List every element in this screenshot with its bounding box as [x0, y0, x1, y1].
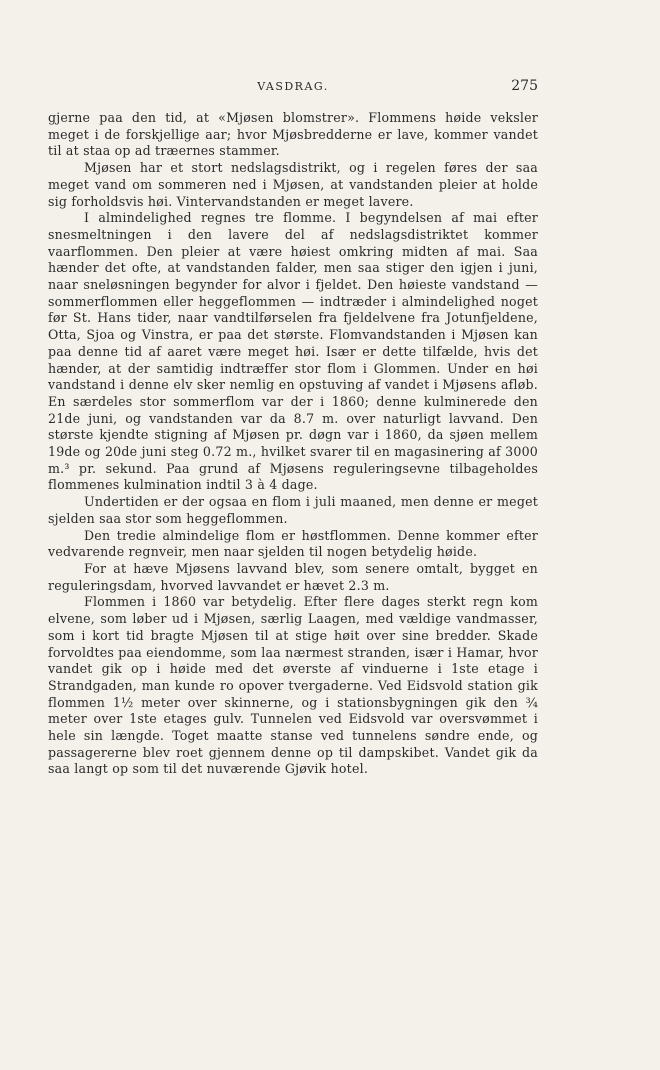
paragraph-july-flood: Undertiden er der ogsaa en flom i juli maaned, men denne er meget sjelden saa stor som heggeflommen.: [48, 494, 538, 526]
paragraph-regulation-dam: For at hæve Mjøsens lavvand blev, som senere omtalt, bygget en reguleringsdam, hvorved lavvandet er hævet 2.3 m.: [48, 560, 538, 593]
body-text: [48, 110, 538, 778]
paragraph-three-floods: I almindelighed regnes tre flomme. I begyndelsen af mai efter snesmeltningen i den lavere del af nedslagsdistriktet kommer vaarflommen. Den pleier at være høiest omkring midten af mai. Saa hænder det ofte, at vandstanden falder, men saa stiger den igjen i juni, naar sneløsningen begynder for alvor i fjeldet. Den høieste vandstand — sommerflommen eller heggeflommen — indtræder i almindelighed noget før St. Hans tider, naar vandtilførselen fra fjeldelvene fra Jotunfjeldene, Otta, Sjoa og Vinstra, er paa det største. Flomvandstanden i Mjøsen kan paa denne tid af aaret være meget høi. Især er dette tilfælde, hvis det hænder, at der samtidig indtræffer stor flom i Glommen. Under en høi vandstand i denne elv sker nemlig en opstuving af vandet i Mjøsens afløb. En særdeles stor sommerflom var der i 1860; denne kulminerede den 21de juni, og vandstanden var da 8.7 m. over naturligt lavvand. Den største kjendte stigning af Mjøsen pr. døgn var i 1860, da sjøen mellem 19de og 20de juni steg 0.72 m., hvilket svarer til en magasinering af 3000 m.³ pr. sekund. Paa grund af Mjøsens reguleringsevne tilbageholdes flommenes kulmination indtil 3 à 4 dage.: [48, 210, 538, 493]
paragraph-autumn-flood: Den tredie almindelige flom er høstflommen. Denne kommer efter vedvarende regnveir, men naar sjelden til nogen betydelig høide.: [48, 527, 538, 560]
paragraph-mjosen-district: Mjøsen har et stort nedslagsdistrikt, og i regelen føres der saa meget vand om sommeren ned i Mjøsen, at vandstanden pleier at holde sig forholdsvis høi. Vintervandstanden er meget lavere.: [48, 160, 538, 209]
paragraph-continuation: gjerne paa den tid, at «Mjøsen blomstrer». Flommens høide veksler meget i de forskjellige aar; hvor Mjøsbredderne er lave, kommer vandet til at staa op ad træernes stammer.: [48, 110, 538, 159]
running-head: [48, 78, 538, 96]
running-title: VASDRAG.: [257, 80, 329, 93]
page-number: 275: [511, 78, 538, 94]
paragraph-flood-1860: Flommen i 1860 var betydelig. Efter flere dages sterkt regn kom elvene, som løber ud i Mjøsen, særlig Laagen, med vældige vandmasser, som i kort tid bragte Mjøsen til at stige høit over sine bredder. Skade forvoldtes paa eiendomme, som laa nærmest stranden, især i Hamar, hvor vandet gik op i høide med det øverste af vinduerne i 1ste etage i Strandgaden, man kunde ro opover tvergaderne. Ved Eidsvold station gik flommen 1½ meter over skinnerne, og i stationsbygningen gik den ¾ meter over 1ste etages gulv. Tunnelen ved Eidsvold var oversvømmet i hele sin længde. Toget maatte stanse ved tunnelens søndre ende, og passagererne blev roet gjennem denne op til dampskibet. Vandet gik da saa langt op som til det nuværende Gjøvik hotel.: [48, 594, 538, 777]
